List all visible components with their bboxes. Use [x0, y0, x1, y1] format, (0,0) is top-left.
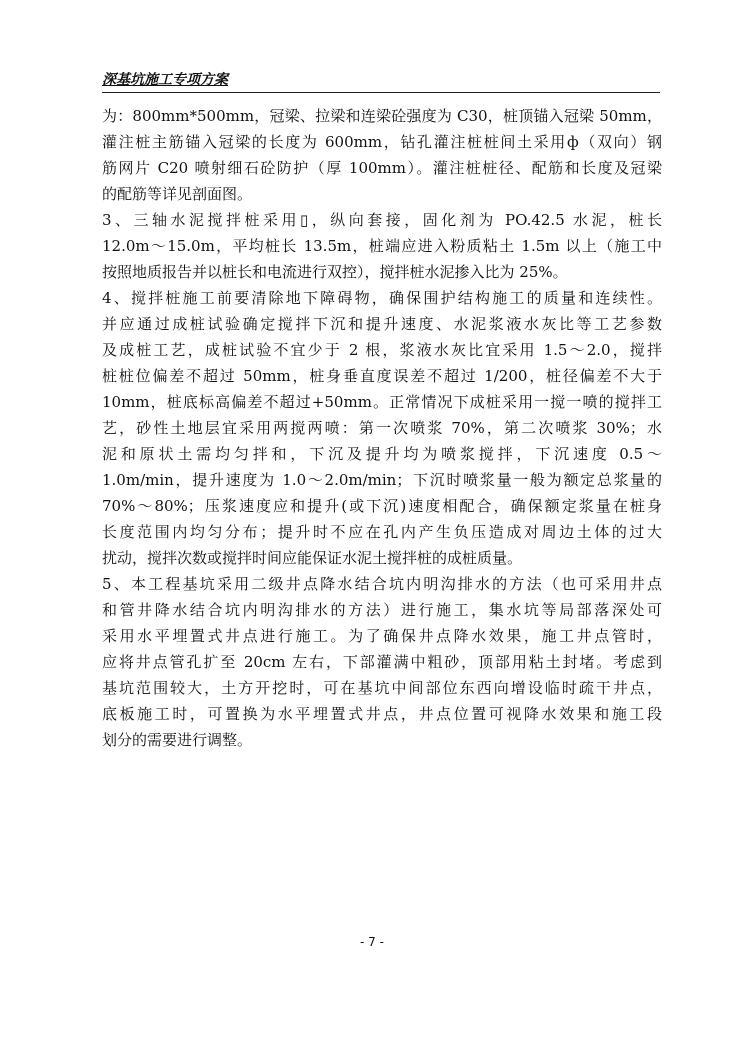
text-line: 为：800mm*500mm，冠梁、拉梁和连梁砼强度为 C30，桩顶锚入冠梁 50mm，	[102, 107, 662, 125]
text-line: 和管井降水结合坑内明沟排水的方法）进行施工，集水坑等局部落深处可	[102, 601, 662, 619]
body-text	[102, 103, 662, 753]
text-line: 及成桩工艺，成桩试验不宜少于 2 根，浆液水灰比宜采用 1.5～2.0，搅拌	[102, 341, 662, 359]
text-line: 艺，砂性土地层宜采用两搅两喷：第一次喷浆 70%，第二次喷浆 30%；水	[102, 419, 662, 437]
paragraph	[102, 571, 662, 753]
text-line: 扰动，搅拌次数或搅拌时间应能保证水泥土搅拌桩的成桩质量。	[102, 549, 523, 567]
document-title: 深基坑施工专项方案	[102, 72, 228, 88]
text-line: 5、本工程基坑采用二级井点降水结合坑内明沟排水的方法（也可采用井点	[102, 575, 662, 593]
text-line: 长度范围内均匀分布；提升时不应在孔内产生负压造成对周边土体的过大	[102, 523, 662, 541]
text-line: 灌注桩主筋锚入冠梁的长度为 600mm，钻孔灌注桩桩间土采用ф（双向）钢	[102, 133, 662, 151]
text-line: 应将井点管孔扩至 20cm 左右，下部灌满中粗砂，顶部用粘土封堵。考虑到	[102, 653, 662, 671]
page-header	[102, 68, 660, 93]
text-line: 70%～80%；压浆速度应和提升(或下沉)速度相配合，确保额定浆量在桩身	[102, 497, 662, 515]
text-line: 10mm，桩底标高偏差不超过+50mm。正常情况下成桩采用一搅一喷的搅拌工	[102, 393, 662, 411]
text-line: 3、三轴水泥搅拌桩采用▯，纵向套接，固化剂为 PO.42.5 水泥，桩长	[102, 211, 662, 229]
paragraph	[102, 103, 662, 207]
text-line: 12.0m～15.0m，平均桩长 13.5m，桩端应进入粉质粘土 1.5m 以上（施工中	[102, 237, 662, 255]
text-line: 4、搅拌桩施工前要清除地下障碍物，确保围护结构施工的质量和连续性。	[102, 289, 662, 307]
page-number: - 7 -	[360, 935, 384, 949]
text-line: 泥和原状土需均匀拌和，下沉及提升均为喷浆搅拌，下沉速度 0.5～	[102, 445, 662, 463]
text-line: 按照地质报告并以桩长和电流进行双控），搅拌桩水泥掺入比为 25%。	[102, 263, 568, 281]
text-line: 划分的需要进行调整。	[102, 731, 253, 749]
text-line: 1.0m/min，提升速度为 1.0～2.0m/min；下沉时喷浆量一般为额定总浆量的	[102, 471, 662, 489]
text-line: 筋网片 C20 喷射细石砼防护（厚 100mm）。灌注桩桩径、配筋和长度及冠梁	[102, 159, 662, 177]
text-line: 桩桩位偏差不超过 50mm，桩身垂直度误差不超过 1/200，桩径偏差不大于	[102, 367, 662, 385]
text-line: 采用水平埋置式井点进行施工。为了确保井点降水效果，施工井点管时，	[102, 627, 662, 645]
paragraph	[102, 285, 662, 571]
text-line: 并应通过成桩试验确定搅拌下沉和提升速度、水泥浆液水灰比等工艺参数	[102, 315, 662, 333]
text-line: 底板施工时，可置换为水平埋置式井点，井点位置可视降水效果和施工段	[102, 705, 662, 723]
paragraph	[102, 207, 662, 285]
text-line: 基坑范围较大，土方开挖时，可在基坑中间部位东西向增设临时疏干井点，	[102, 679, 662, 697]
text-line: 的配筋等详见剖面图。	[102, 185, 253, 203]
